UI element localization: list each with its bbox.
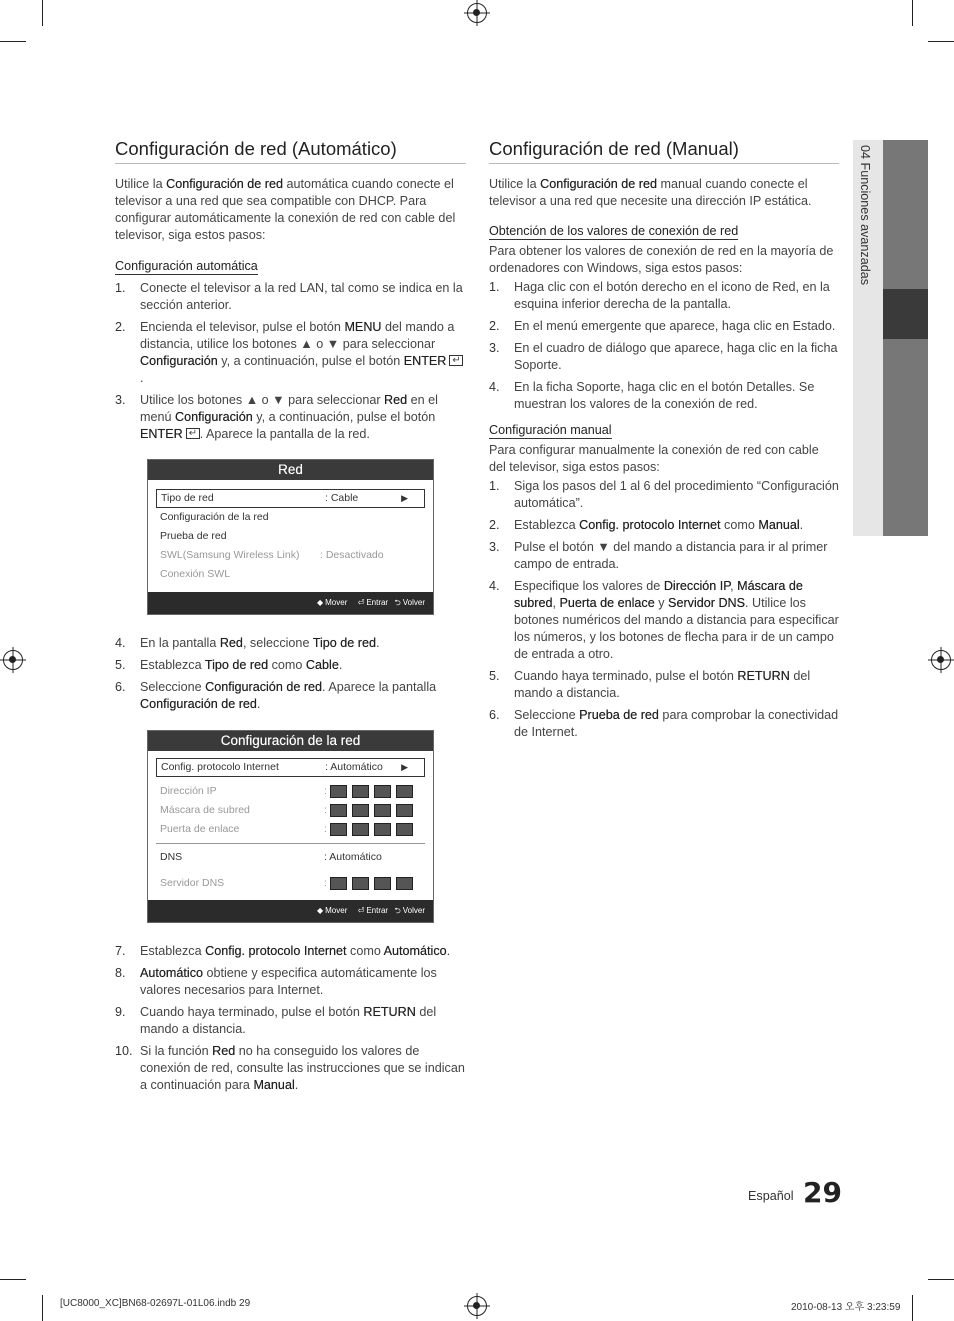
list-item: 7. Establezca Config. protocolo Internet como Automático. xyxy=(115,944,451,958)
list-item: 3. Utilice los botones ▲ o ▼ para seleccionar Red en el menú Configuración y, a continuación, pulse el botón ENTER↵ . Aparece la pantalla de la red. xyxy=(115,392,466,443)
chapter-label: 04 Funciones avanzadas xyxy=(858,145,872,286)
intro-auto: Utilice la Configuración de red automática cuando conecte el televisor a una red que sea compatible con DHCP. Para configurar automáticamente la conexión de red con cable del televisor, siga estos pasos: xyxy=(115,177,456,242)
osd-row-subnet-mask: Máscara de subred : xyxy=(156,801,425,820)
crop-mark xyxy=(928,41,954,42)
list-item: 2. Encienda el televisor, pulse el botón MENU del mando a distancia, utilice los botones ▲ o ▼ para seleccionar Configuración y, a continuación, pulse el botón ENTER↵. xyxy=(115,319,466,387)
list-item: 5. Establezca Tipo de red como Cable. xyxy=(115,658,343,672)
arrow-right-icon: ▶ xyxy=(401,762,408,772)
list-item: 9. Cuando haya terminado, pulse el botón RETURN del mando a distancia. xyxy=(115,1005,437,1036)
list-item: 3. En el cuadro de diálogo que aparece, haga clic en la ficha Soporte. xyxy=(489,341,838,372)
osd-row-ip-address: Dirección IP : xyxy=(156,782,425,801)
subheading-obtain-values: Obtención de los valores de conexión de red xyxy=(489,224,739,238)
list-item: 4. Especifique los valores de Dirección IP, Máscara de subred, Puerta de enlace y Servidor DNS. Utilice los botones numéricos del mando a distancia para especificar los números, y los botones de flecha para ir de un campo de entrada a otro. xyxy=(489,579,839,661)
steps-list-auto xyxy=(115,280,466,443)
enter-icon xyxy=(449,355,463,366)
list-item: 1. Conecte el televisor a la red LAN, tal como se indica en la sección anterior. xyxy=(115,281,463,312)
list-item: 3. Pulse el botón ▼ del mando a distancia para ir al primer campo de entrada. xyxy=(489,540,828,571)
return-icon: ⮌ xyxy=(394,906,401,915)
registration-mark-icon xyxy=(3,650,23,670)
osd-title: Configuración de la red xyxy=(148,731,433,751)
osd-row-swl: SWL(Samsung Wireless Link) : Desactivado xyxy=(160,549,384,561)
print-slug-right: 2010-08-13 오후 3:23:59 xyxy=(791,1302,901,1313)
left-column xyxy=(115,138,466,1099)
osd-row-network-test[interactable]: Prueba de red xyxy=(160,530,227,542)
list-item: 4. En la ficha Soporte, haga clic en el botón Detalles. Se muestran los valores de la conexión de red. xyxy=(489,380,815,411)
osd-row-network-config[interactable]: Configuración de la red xyxy=(160,511,269,523)
crop-mark xyxy=(42,1295,43,1321)
list-item: 8. Automático obtiene y especifica automáticamente los valores necesarios para Internet. xyxy=(115,966,437,997)
enter-icon xyxy=(186,428,200,439)
arrow-right-icon: ▶ xyxy=(401,493,408,503)
print-slug-left: [UC8000_XC]BN68-02697L-01L06.indb 29 xyxy=(60,1298,251,1309)
manual-config-text: Para configurar manualmente la conexión de red con cable del televisor, siga estos pasos: xyxy=(489,443,819,474)
osd-title: Red xyxy=(148,460,433,480)
chapter-tab xyxy=(853,140,928,536)
subheading-manual-config: Configuración manual xyxy=(489,423,612,437)
obtain-values-text: Para obtener los valores de conexión de red en la mayoría de ordenadores con Windows, siga estos pasos: xyxy=(489,244,834,275)
list-item: 6. Seleccione Configuración de red. Aparece la pantalla Configuración de red. xyxy=(115,680,437,711)
crop-mark xyxy=(42,0,43,26)
crop-mark xyxy=(0,41,26,42)
steps-list-auto-3 xyxy=(115,943,466,1094)
osd-network-config-screen xyxy=(147,730,434,923)
right-column xyxy=(489,138,839,746)
crop-mark xyxy=(912,1295,913,1321)
steps-list-auto-2 xyxy=(115,635,466,713)
return-icon: ⮌ xyxy=(394,598,401,607)
crop-mark xyxy=(912,0,913,26)
osd-row-network-type[interactable]: Tipo de red : Cable ▶ xyxy=(156,489,425,508)
osd-row-gateway: Puerta de enlace : xyxy=(156,820,425,839)
list-item: 4. En la pantalla Red, seleccione Tipo de red. xyxy=(115,636,380,650)
registration-mark-icon xyxy=(931,650,951,670)
list-item: 6. Seleccione Prueba de red para comprobar la conectividad de Internet. xyxy=(489,708,839,739)
list-item: 5. Cuando haya terminado, pulse el botón RETURN del mando a distancia. xyxy=(489,669,811,700)
crop-mark xyxy=(0,1279,26,1280)
list-item: 10. Si la función Red no ha conseguido los valores de conexión de red, consulte las instrucciones que se indican a continuación para Manual. xyxy=(115,1044,465,1092)
crop-mark xyxy=(928,1279,954,1280)
osd-row-dns[interactable]: DNS : Automático xyxy=(160,851,382,863)
divider xyxy=(156,843,425,844)
steps-list-obtain xyxy=(489,279,839,413)
steps-list-manual xyxy=(489,478,839,741)
osd-row-dns-server: Servidor DNS : xyxy=(156,874,425,893)
section-title-manual: Configuración de red (Manual) xyxy=(489,138,839,164)
list-item: 2. En el menú emergente que aparece, haga clic en Estado. xyxy=(489,319,836,333)
move-icon: ◆ xyxy=(316,598,324,607)
osd-footer: ◆ Mover ⏎ Entrar ⮌ Volver xyxy=(148,900,433,922)
enter-icon: ⏎ xyxy=(357,598,365,607)
osd-row-swl-connection: Conexión SWL xyxy=(160,568,231,580)
list-item: 2. Establezca Config. protocolo Internet como Manual. xyxy=(489,518,804,532)
osd-row-ip-protocol[interactable]: Config. protocolo Internet : Automático ▶ xyxy=(156,758,425,777)
intro-manual: Utilice la Configuración de red manual cuando conecte el televisor a una red que necesite una dirección IP estática. xyxy=(489,177,812,208)
page-number: 29 xyxy=(803,1176,842,1209)
subheading-auto-config: Configuración automática xyxy=(115,259,258,273)
footer-language: Español xyxy=(748,1189,794,1203)
enter-icon: ⏎ xyxy=(357,906,365,915)
move-icon: ◆ xyxy=(316,906,324,915)
list-item: 1. Siga los pasos del 1 al 6 del procedimiento “Configuración automática”. xyxy=(489,479,839,510)
registration-mark-icon xyxy=(467,3,487,23)
osd-footer: ◆ Mover ⏎ Entrar ⮌ Volver xyxy=(148,592,433,614)
osd-network-screen xyxy=(147,459,434,615)
list-item: 1. Haga clic con el botón derecho en el icono de Red, en la esquina inferior derecha de la pantalla. xyxy=(489,280,830,311)
registration-mark-icon xyxy=(467,1296,487,1316)
section-title-auto: Configuración de red (Automático) xyxy=(115,138,466,164)
